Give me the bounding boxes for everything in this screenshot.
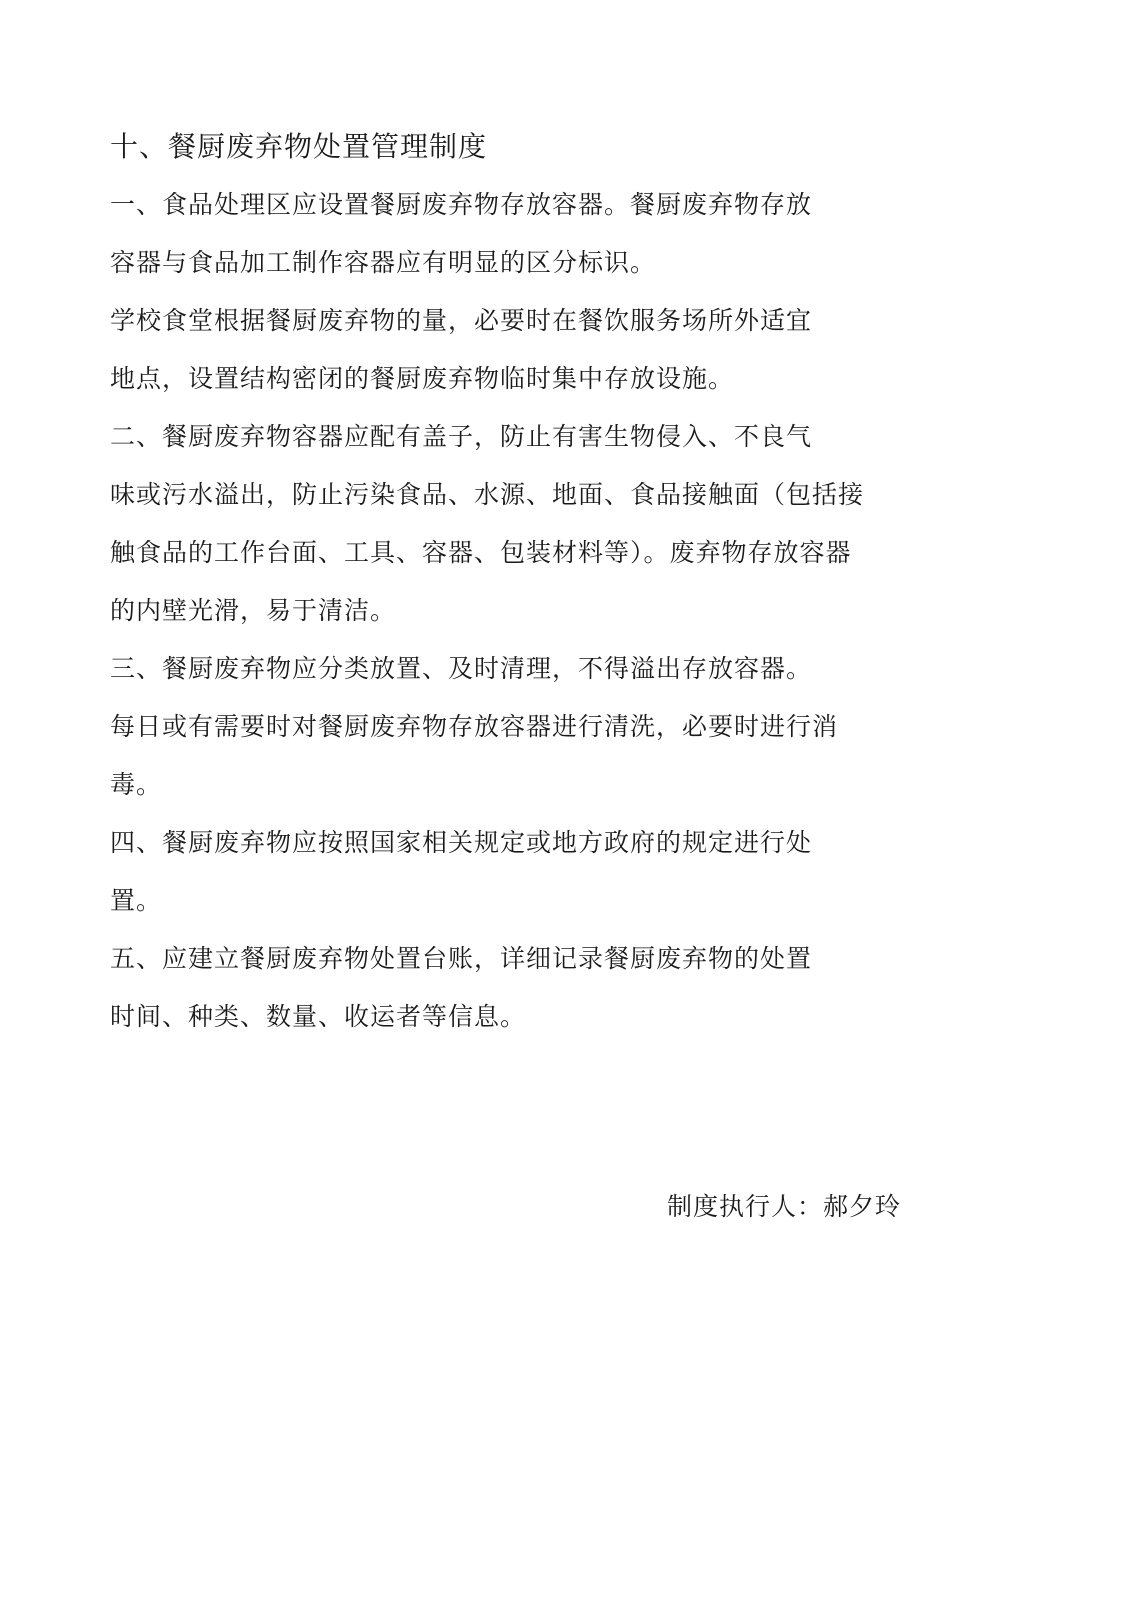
body-line: 味或污水溢出，防止污染食品、水源、地面、食品接触面（包括接 (110, 480, 865, 509)
body-line: 每日或有需要时对餐厨废弃物存放容器进行清洗，必要时进行消 (110, 712, 839, 741)
body-line: 一、食品处理区应设置餐厨废弃物存放容器。餐厨废弃物存放 (110, 190, 813, 219)
body-line: 容器与食品加工制作容器应有明显的区分标识。 (110, 248, 657, 277)
body-line: 地点，设置结构密闭的餐厨废弃物临时集中存放设施。 (110, 364, 735, 393)
body-line: 三、餐厨废弃物应分类放置、及时清理，不得溢出存放容器。 (110, 654, 813, 683)
body-line: 毒。 (110, 770, 163, 799)
body-line: 触食品的工作台面、工具、容器、包装材料等）。废弃物存放容器 (110, 538, 852, 567)
document-title: 十、餐厨废弃物处置管理制度 (110, 130, 488, 163)
signature-line: 制度执行人：郝夕玲 (667, 1192, 902, 1221)
body-line: 四、餐厨废弃物应按照国家相关规定或地方政府的规定进行处 (110, 828, 813, 857)
body-line: 五、应建立餐厨废弃物处置台账，详细记录餐厨废弃物的处置 (110, 944, 813, 973)
body-line: 学校食堂根据餐厨废弃物的量，必要时在餐饮服务场所外适宜 (110, 306, 813, 335)
body-line: 时间、种类、数量、收运者等信息。 (110, 1002, 527, 1031)
body-line: 二、餐厨废弃物容器应配有盖子，防止有害生物侵入、不良气 (110, 422, 813, 451)
body-line: 置。 (110, 886, 163, 915)
body-line: 的内壁光滑，易于清洁。 (110, 596, 397, 625)
